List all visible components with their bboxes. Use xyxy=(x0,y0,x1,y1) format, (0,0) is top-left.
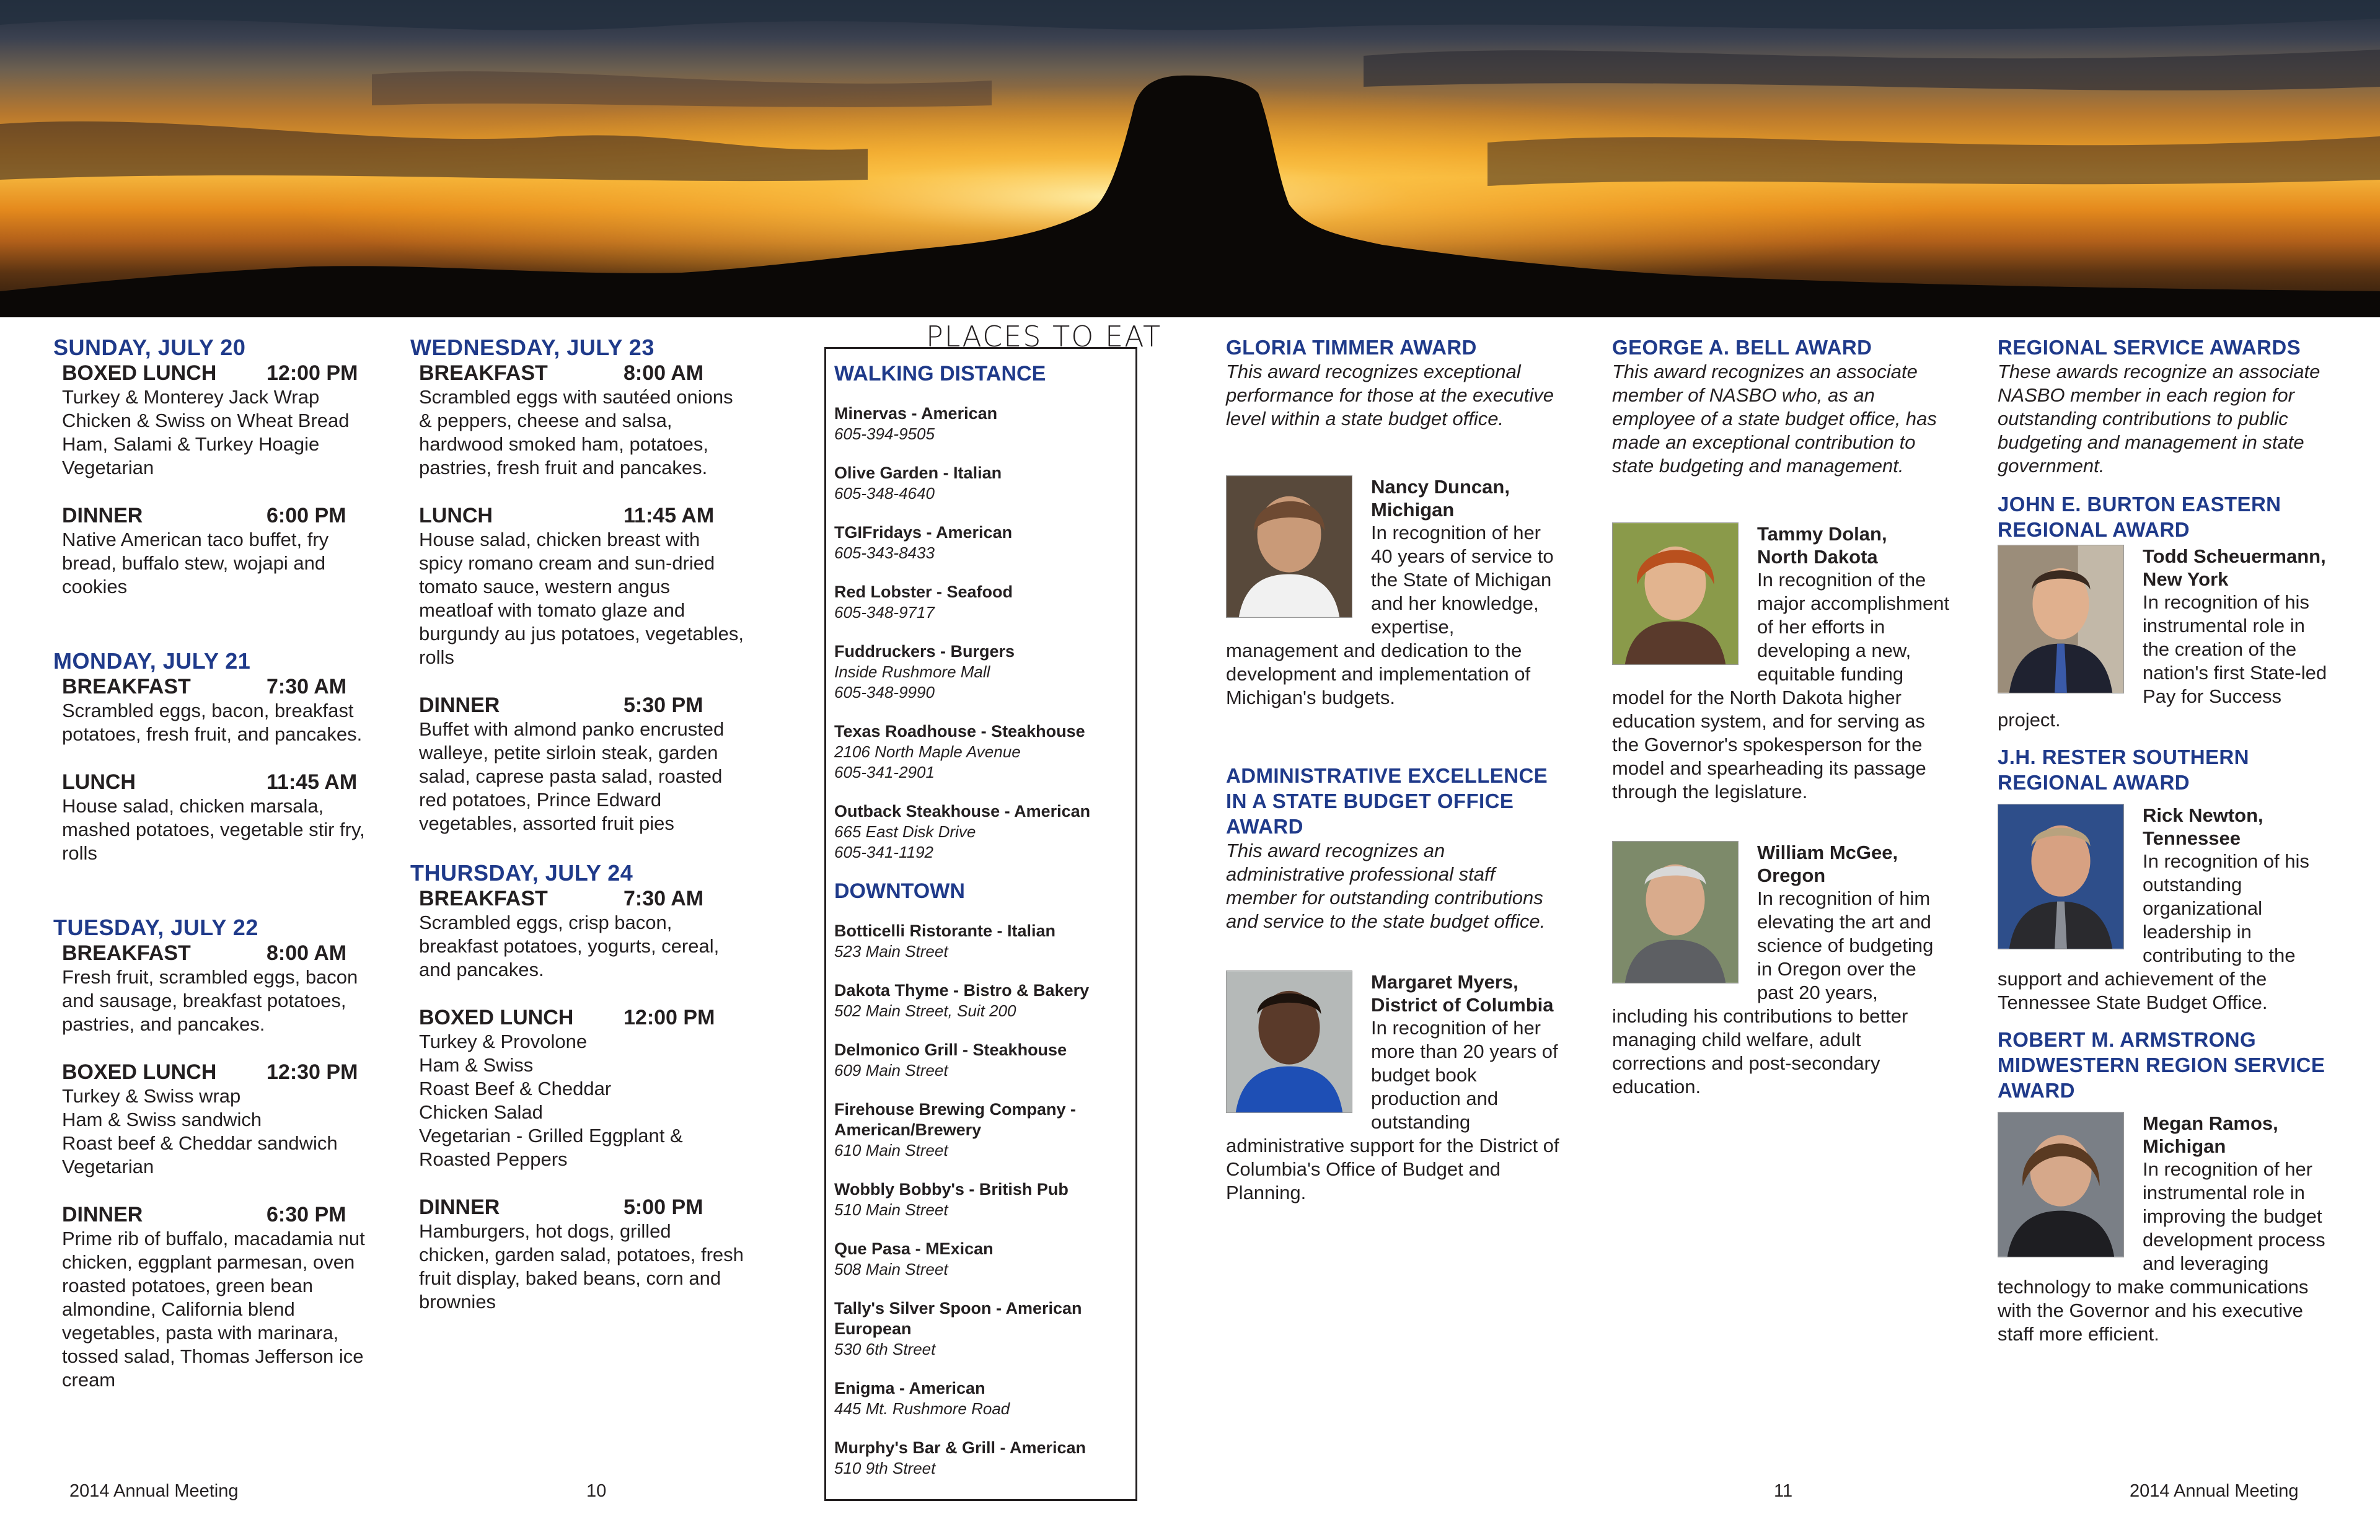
winner-state: Tennessee xyxy=(2143,827,2241,849)
restaurant-entry xyxy=(834,1099,1135,1161)
restaurant-detail: Inside Rushmore Mall xyxy=(834,662,990,681)
day-heading-sunday: SUNDAY, JULY 20 xyxy=(53,335,246,360)
william-mcgee-photo xyxy=(1612,841,1739,983)
award-description: This award recognizes an administrative professional staff member for outstanding contributions and service to the state budget office. xyxy=(1226,840,1546,932)
restaurant-detail: 2106 North Maple Avenue xyxy=(834,742,1021,761)
restaurant-name: TGIFridays - American xyxy=(834,523,1013,542)
meal-menu: Turkey & Provolone Ham & Swiss Roast Beef & Cheddar Chicken Salad Vegetarian - Grilled Eggplant & Roasted Peppers xyxy=(419,1031,683,1170)
meal-menu: Scrambled eggs with sautéed onions & peppers, cheese and salsa, hardwood smoked ham, potatoes, pastries, fresh fruit and pancakes. xyxy=(419,386,733,478)
meal-menu: Turkey & Swiss wrap Ham & Swiss sandwich Roast beef & Cheddar sandwich Vegetarian xyxy=(62,1085,338,1177)
meal-header: DINNER 6:30 PM xyxy=(62,1203,346,1226)
meal-menu: Hamburgers, hot dogs, grilled chicken, garden salad, potatoes, fresh fruit display, baked beans, corn and brownies xyxy=(419,1220,744,1313)
restaurant-detail: 610 Main Street xyxy=(834,1141,948,1159)
winner-block xyxy=(1612,841,1950,1099)
meal-header: BREAKFAST 7:30 AM xyxy=(419,887,704,910)
meal-header: DINNER 6:00 PM xyxy=(62,504,346,527)
restaurant-entry xyxy=(834,980,1135,1021)
winner-recognition: In recognition of her instrumental role in improving the budget development process and leveraging technology to make communications with the Governor and his executive staff more efficient. xyxy=(1998,1158,2325,1345)
restaurant-detail: 605-394-9505 xyxy=(834,425,935,443)
awards-column-2 xyxy=(1612,335,1950,1099)
restaurant-detail: 605-348-4640 xyxy=(834,484,935,503)
winner-recognition: In recognition of the major accomplishment of her efforts in developing a new, equitable funding model for the North Dakota higher education system, and for serving as the Governor's spokesperson for the model and spearheading its passage through the legislature. xyxy=(1612,569,1950,803)
winner-recognition: In recognition of his instrumental role in the creation of the nation's first State-led Pay for Success project. xyxy=(1998,591,2327,731)
award-title: ROBERT M. ARMSTRONG MIDWESTERN REGION SERVICE AWARD xyxy=(1998,1028,2325,1102)
restaurant-entry xyxy=(834,522,1135,563)
restaurant-detail: 445 Mt. Rushmore Road xyxy=(834,1399,1010,1418)
restaurant-detail: 510 9th Street xyxy=(834,1459,936,1477)
restaurant-detail: 609 Main Street xyxy=(834,1061,948,1080)
award-description: These awards recognize an associate NASBO member in each region for outstanding contributions to public budgeting and management in state government. xyxy=(1998,361,2320,477)
winner-block xyxy=(1998,804,2335,1014)
restaurant-name: Delmonico Grill - Steakhouse xyxy=(834,1041,1067,1059)
winner-state: North Dakota xyxy=(1757,546,1878,568)
meal-header: DINNER 5:30 PM xyxy=(419,693,703,717)
winner-state: District of Columbia xyxy=(1371,994,1554,1016)
walking-distance-heading: WALKING DISTANCE xyxy=(834,362,1046,385)
meal-header: BOXED LUNCH 12:00 PM xyxy=(62,361,358,385)
restaurant-entry xyxy=(834,403,1135,444)
restaurant-entry xyxy=(834,582,1135,623)
award-title: REGIONAL SERVICE AWARDS xyxy=(1998,336,2301,359)
winner-name: Megan Ramos, xyxy=(2143,1112,2278,1134)
restaurant-detail: 605-341-1192 xyxy=(834,843,933,861)
devils-tower-silhouette xyxy=(0,0,2380,317)
restaurant-name: Minervas - American xyxy=(834,404,998,423)
restaurant-name: Murphy's Bar & Grill - American xyxy=(834,1438,1086,1457)
award-title: GEORGE A. BELL AWARD xyxy=(1612,336,1872,359)
winner-block xyxy=(1612,522,1950,804)
winner-block xyxy=(1226,475,1564,710)
restaurant-detail: 523 Main Street xyxy=(834,942,948,961)
winner-block xyxy=(1226,970,1564,1205)
meal-header: BOXED LUNCH 12:30 PM xyxy=(62,1060,358,1084)
schedule-column-1 xyxy=(53,335,388,1392)
awards-column-3 xyxy=(1998,335,2335,1346)
winner-block xyxy=(1998,545,2335,732)
meal-menu: Scrambled eggs, bacon, breakfast potatoes, fresh fruit, and pancakes. xyxy=(62,700,363,745)
winner-name: Rick Newton, xyxy=(2143,804,2263,826)
meal-menu: Buffet with almond panko encrusted walleye, petite sirloin steak, garden salad, caprese pasta salad, roasted red potatoes, Prince Edward vegetables, assorted fruit pies xyxy=(419,718,725,834)
meal-header: DINNER 5:00 PM xyxy=(419,1195,703,1219)
restaurant-entry xyxy=(834,1179,1135,1220)
restaurant-detail: 508 Main Street xyxy=(834,1260,948,1278)
restaurant-entry xyxy=(834,641,1135,703)
restaurant-detail: 605-348-9717 xyxy=(834,603,935,622)
restaurant-entry xyxy=(834,921,1135,962)
winner-recognition: In recognition of him elevating the art and science of budgeting in Oregon over the past 20 years, including his contributions to better managing child welfare, adult corrections and post-secondary education. xyxy=(1612,887,1934,1098)
restaurant-name: Dakota Thyme - Bistro & Bakery xyxy=(834,981,1090,1000)
restaurant-detail: 665 East Disk Drive xyxy=(834,822,976,841)
restaurant-entry xyxy=(834,1378,1135,1419)
restaurant-entry xyxy=(834,1239,1135,1280)
places-box xyxy=(824,347,1137,1501)
footer-right-label: 2014 Annual Meeting xyxy=(2130,1481,2299,1501)
restaurant-entry xyxy=(834,721,1135,783)
restaurant-entry xyxy=(834,801,1135,863)
winner-recognition: In recognition of her 40 years of service to the State of Michigan and her knowledge, expertise, management and dedication to the development and implementation of Michigan's budgets. xyxy=(1226,522,1554,708)
restaurant-detail: 502 Main Street, Suit 200 xyxy=(834,1001,1016,1020)
winner-state: Oregon xyxy=(1757,865,1826,886)
meal-menu: Turkey & Monterey Jack Wrap Chicken & Swiss on Wheat Bread Ham, Salami & Turkey Hoagie Vegetarian xyxy=(62,386,350,478)
meal-menu: House salad, chicken breast with spicy romano cream and sun-dried tomato sauce, western angus meatloaf with tomato glaze and burgundy au jus potatoes, vegetables, rolls xyxy=(419,529,744,668)
award-title: JOHN E. BURTON EASTERN REGIONAL AWARD xyxy=(1998,493,2281,541)
restaurant-entry xyxy=(834,1298,1135,1360)
nancy-duncan-photo xyxy=(1226,475,1352,618)
restaurant-name: Wobbly Bobby's - British Pub xyxy=(834,1180,1069,1199)
restaurant-name: Tally's Silver Spoon - American European xyxy=(834,1299,1082,1338)
restaurant-detail: 530 6th Street xyxy=(834,1340,936,1358)
todd-scheuermann-photo xyxy=(1998,545,2124,693)
restaurant-name: Botticelli Ristorante - Italian xyxy=(834,922,1056,940)
tammy-dolan-photo xyxy=(1612,522,1739,665)
meal-header: LUNCH 11:45 AM xyxy=(419,504,715,527)
winner-state: Michigan xyxy=(2143,1135,2226,1157)
sunset-banner-image xyxy=(0,0,2380,317)
downtown-heading: DOWNTOWN xyxy=(834,879,965,903)
day-heading-wednesday: WEDNESDAY, JULY 23 xyxy=(410,335,654,360)
restaurant-name: Enigma - American xyxy=(834,1379,985,1397)
winner-name: Tammy Dolan, xyxy=(1757,523,1887,545)
restaurant-entry xyxy=(834,1438,1135,1479)
page-number-right: 11 xyxy=(1774,1481,1793,1501)
walking-list xyxy=(834,403,1135,863)
award-title: GLORIA TIMMER AWARD xyxy=(1226,336,1477,359)
winner-name: Margaret Myers, xyxy=(1371,971,1518,993)
meal-menu: Prime rib of buffalo, macadamia nut chicken, eggplant parmesan, oven roasted potatoes, green bean almondine, California blend vegetables, pasta with marinara, tossed salad, Thomas Jefferson ice cream xyxy=(62,1228,365,1391)
restaurant-name: Que Pasa - MExican xyxy=(834,1239,994,1258)
meal-header: LUNCH 11:45 AM xyxy=(62,770,358,794)
meal-menu: Fresh fruit, scrambled eggs, bacon and sausage, breakfast potatoes, pastries, and pancakes. xyxy=(62,966,358,1035)
restaurant-name: Red Lobster - Seafood xyxy=(834,583,1013,601)
restaurant-detail: 605-348-9990 xyxy=(834,683,935,702)
restaurant-name: Firehouse Brewing Company - American/Brewery xyxy=(834,1100,1077,1139)
downtown-list xyxy=(834,921,1135,1479)
megan-ramos-photo xyxy=(1998,1112,2124,1257)
meal-header: BOXED LUNCH 12:00 PM xyxy=(419,1006,715,1029)
meal-header: BREAKFAST 8:00 AM xyxy=(419,361,704,385)
rick-newton-photo xyxy=(1998,804,2124,949)
restaurant-detail: 510 Main Street xyxy=(834,1200,948,1219)
restaurant-name: Outback Steakhouse - American xyxy=(834,802,1091,821)
restaurant-detail: 605-341-2901 xyxy=(834,763,935,781)
meal-menu: Native American taco buffet, fry bread, buffalo stew, wojapi and cookies xyxy=(62,529,329,597)
awards-column-1 xyxy=(1226,335,1564,1205)
restaurant-name: Texas Roadhouse - Steakhouse xyxy=(834,722,1085,741)
places-title: PLACES TO EAT xyxy=(926,320,1162,353)
footer-left-label: 2014 Annual Meeting xyxy=(69,1481,239,1501)
winner-name: Todd Scheuermann, xyxy=(2143,545,2326,567)
winner-name: William McGee, xyxy=(1757,842,1898,863)
day-heading-thursday: THURSDAY, JULY 24 xyxy=(410,860,633,886)
meal-menu: House salad, chicken marsala, mashed potatoes, vegetable stir fry, rolls xyxy=(62,795,365,864)
margaret-myers-photo xyxy=(1226,970,1352,1113)
award-title: ADMINISTRATIVE EXCELLENCE IN A STATE BUDGET OFFICE AWARD xyxy=(1226,764,1548,838)
day-heading-monday: MONDAY, JULY 21 xyxy=(53,648,251,674)
winner-block xyxy=(1998,1112,2335,1346)
meal-header: BREAKFAST 7:30 AM xyxy=(62,675,347,698)
meal-menu: Scrambled eggs, crisp bacon, breakfast potatoes, yogurts, cereal, and pancakes. xyxy=(419,912,720,980)
meal-header: BREAKFAST 8:00 AM xyxy=(62,941,347,965)
day-heading-tuesday: TUESDAY, JULY 22 xyxy=(53,915,258,940)
restaurant-entry xyxy=(834,1040,1135,1081)
restaurant-name: Fuddruckers - Burgers xyxy=(834,642,1015,661)
schedule-column-2 xyxy=(410,335,745,1314)
winner-state: Michigan xyxy=(1371,499,1455,521)
winner-name: Nancy Duncan, xyxy=(1371,476,1510,498)
winner-recognition: In recognition of her more than 20 years of budget book production and outstanding administrative support for the District of Columbia's Office of Budget and Planning. xyxy=(1226,1017,1559,1203)
award-title: J.H. RESTER SOUTHERN REGIONAL AWARD xyxy=(1998,746,2249,794)
restaurant-detail: 605-343-8433 xyxy=(834,543,935,562)
restaurant-entry xyxy=(834,463,1135,504)
restaurant-name: Olive Garden - Italian xyxy=(834,464,1002,482)
winner-recognition: In recognition of his outstanding organizational leadership in contributing to the support and achievement of the Tennessee State Budget Office. xyxy=(1998,850,2309,1013)
award-description: This award recognizes an associate member of NASBO who, as an employee of a state budget office, has made an exceptional contribution to state budgeting and management. xyxy=(1612,361,1937,477)
winner-state: New York xyxy=(2143,568,2229,590)
award-description: This award recognizes exceptional performance for those at the executive level within a state budget office. xyxy=(1226,361,1554,429)
page-number-left: 10 xyxy=(586,1481,607,1501)
